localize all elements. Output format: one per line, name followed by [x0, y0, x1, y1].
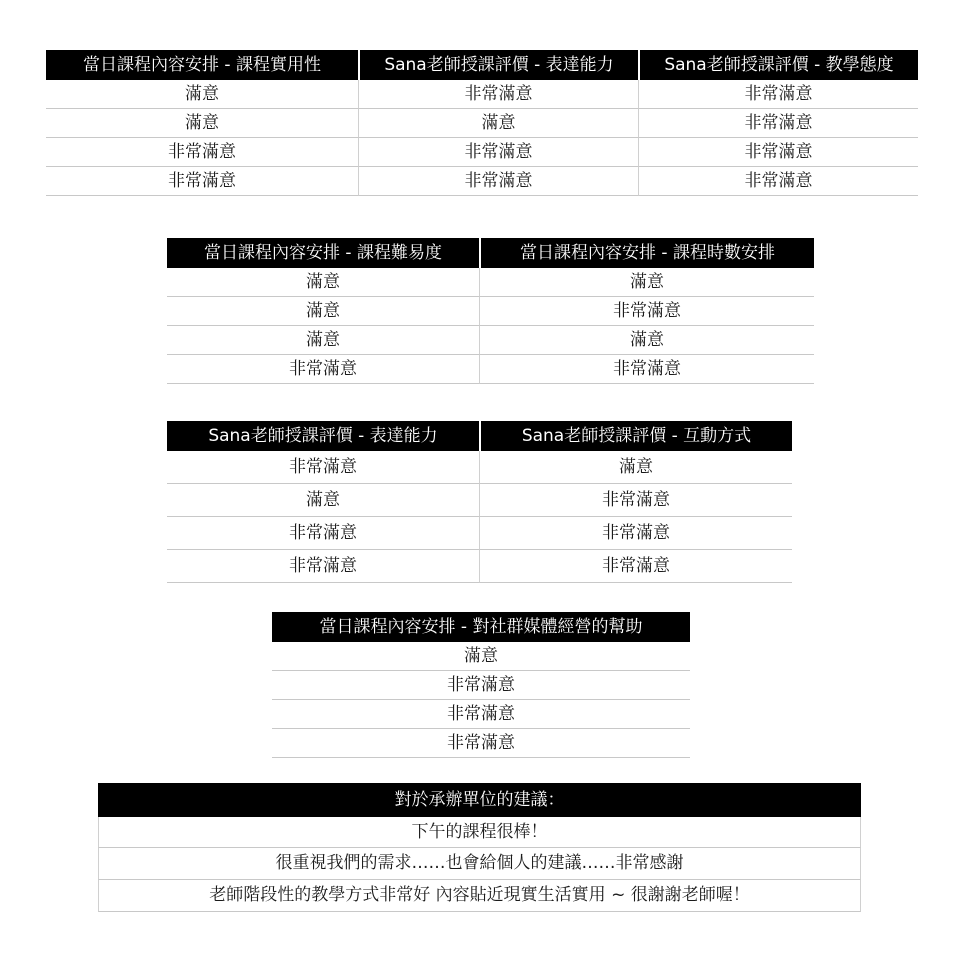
table-cell: 滿意 — [167, 297, 479, 326]
table-cell: 非常滿意 — [638, 109, 918, 138]
table-row — [272, 700, 690, 729]
column-header: 當日課程內容安排 - 課程實用性 — [46, 50, 358, 80]
table-cell: 非常滿意 — [167, 550, 479, 583]
table-cell: 非常滿意 — [479, 517, 792, 550]
table-cell: 非常滿意 — [272, 671, 690, 700]
table-cell: 非常滿意 — [167, 451, 479, 484]
table-cell: 滿意 — [167, 326, 479, 355]
table-row — [167, 451, 792, 484]
suggestion-text: 老師階段性的教學方式非常好 內容貼近現實生活實用 ~ 很謝謝老師喔！ — [98, 880, 861, 912]
table-row — [46, 138, 918, 167]
table-cell: 非常滿意 — [479, 297, 814, 326]
table-cell: 非常滿意 — [358, 80, 638, 109]
table-header — [272, 612, 690, 642]
table-header — [167, 238, 814, 268]
suggestion-text: 下午的課程很棒！ — [98, 817, 861, 848]
table-cell: 非常滿意 — [46, 167, 358, 196]
table-cell: 非常滿意 — [638, 167, 918, 196]
table-row — [167, 517, 792, 550]
survey-table-3 — [167, 421, 792, 583]
table-cell: 非常滿意 — [272, 700, 690, 729]
survey-table-2 — [167, 238, 814, 384]
table-header — [46, 50, 918, 80]
table-header — [167, 421, 792, 451]
table-cell: 滿意 — [479, 451, 792, 484]
table-row — [167, 297, 814, 326]
table-cell: 非常滿意 — [358, 138, 638, 167]
table-header — [98, 783, 861, 817]
table-row — [167, 484, 792, 517]
table-cell: 滿意 — [479, 268, 814, 297]
table-cell: 非常滿意 — [638, 138, 918, 167]
suggestions-table — [98, 783, 861, 912]
table-cell: 非常滿意 — [46, 138, 358, 167]
table-cell: 滿意 — [46, 80, 358, 109]
table-row — [272, 642, 690, 671]
table-cell: 滿意 — [272, 642, 690, 671]
table-cell: 非常滿意 — [167, 355, 479, 384]
suggestions-header: 對於承辦單位的建議： — [98, 783, 861, 817]
column-header: 當日課程內容安排 - 課程難易度 — [167, 238, 479, 268]
table-row — [167, 355, 814, 384]
survey-table-4 — [272, 612, 690, 758]
table-row — [98, 848, 861, 880]
table-cell: 非常滿意 — [479, 355, 814, 384]
column-header: Sana老師授課評價 - 表達能力 — [167, 421, 479, 451]
table-row — [167, 550, 792, 583]
column-header: 當日課程內容安排 - 課程時數安排 — [479, 238, 814, 268]
column-header: Sana老師授課評價 - 互動方式 — [479, 421, 792, 451]
suggestion-text: 很重視我們的需求……也會給個人的建議……非常感謝 — [98, 848, 861, 880]
table-cell: 非常滿意 — [479, 550, 792, 583]
table-cell: 滿意 — [358, 109, 638, 138]
table-cell: 非常滿意 — [638, 80, 918, 109]
column-header: Sana老師授課評價 - 教學態度 — [638, 50, 918, 80]
table-cell: 非常滿意 — [358, 167, 638, 196]
table-cell: 滿意 — [46, 109, 358, 138]
table-cell: 非常滿意 — [479, 484, 792, 517]
column-header: 當日課程內容安排 - 對社群媒體經營的幫助 — [272, 612, 690, 642]
table-cell: 滿意 — [479, 326, 814, 355]
table-row — [46, 80, 918, 109]
table-row — [46, 109, 918, 138]
table-row — [272, 729, 690, 758]
table-row — [98, 880, 861, 912]
table-row — [167, 268, 814, 297]
table-cell: 滿意 — [167, 268, 479, 297]
survey-table-1 — [46, 50, 918, 196]
table-cell: 非常滿意 — [167, 517, 479, 550]
table-row — [167, 326, 814, 355]
table-row — [46, 167, 918, 196]
column-header: Sana老師授課評價 - 表達能力 — [358, 50, 638, 80]
table-row — [272, 671, 690, 700]
table-row — [98, 817, 861, 848]
table-cell: 非常滿意 — [272, 729, 690, 758]
table-cell: 滿意 — [167, 484, 479, 517]
